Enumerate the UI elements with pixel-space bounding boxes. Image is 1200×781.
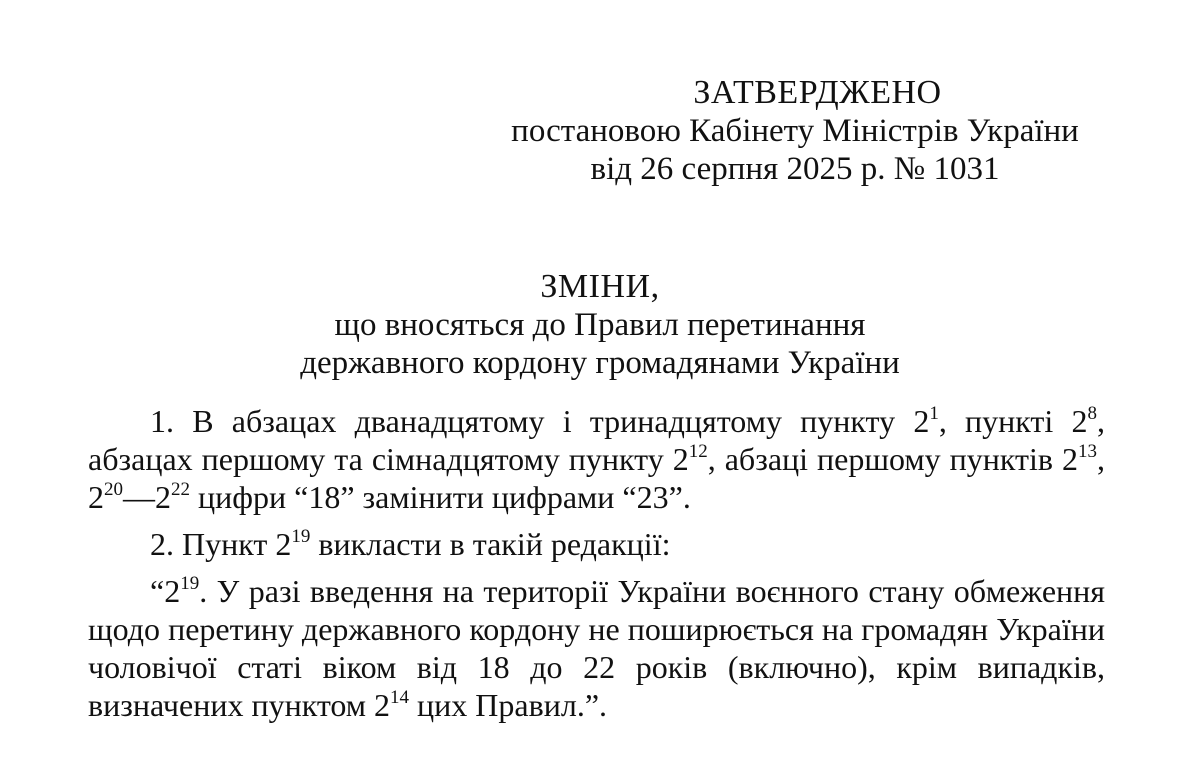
document-heading [0,268,1200,382]
paragraph-1 [88,402,1105,516]
paragraph-2-text-b: викласти в такій редакції: [310,526,671,562]
paragraph-2-text-a: 2. Пункт 2 [150,526,292,562]
approved-heading: ЗАТВЕРДЖЕНО [693,74,942,111]
paragraph-1-sup-a: 1 [929,403,939,424]
paragraph-1-sup-e: 20 [104,479,123,500]
paragraph-1-text-a: 1. В абзацах дванадцятому і тринадцятому пункту 2 [150,403,930,439]
document-title: ЗМІНИ, [540,268,660,305]
paragraph-3-sup-a: 19 [180,573,200,594]
approval-authority: постановою Кабінету Міністрів України [511,113,1079,149]
paragraph-2 [88,525,1105,563]
paragraph-1-text-c: , абзацах першому та сімнадцятому пункту 2 [88,403,1106,477]
paragraph-1-text-e: , 2 [88,441,1106,515]
paragraph-3-text-b: . У разі введення на території України воєнного стану обмеження щодо перетину державного кордону не поширюється на громадян України чоловічої статі віком від 18 до 22 років (включно), крім випадків, визначених пунктом 2 [88,573,1105,723]
paragraph-1-text-g: цифри “18” замінити цифрами “23”. [190,479,691,515]
document-subtitle-line-2: державного кордону громадянами України [300,345,900,381]
paragraph-3-text-a: “2 [150,573,181,609]
document-subtitle-line-1: що вносяться до Правил перетинання [334,307,866,343]
paragraph-1-text-d: , абзаці першому пунктів 2 [707,441,1079,477]
paragraph-1-sup-f: 22 [171,479,190,500]
paragraph-3-text-c: цих Правил.”. [409,687,608,723]
paragraph-3-sup-b: 14 [390,687,410,708]
paragraph-2-sup-a: 19 [291,526,311,547]
approval-stamp-block [470,74,1120,188]
paragraph-1-sup-c: 12 [688,441,708,462]
approval-date-number: від 26 серпня 2025 р. № 1031 [590,151,1000,187]
paragraph-1-text-f: —2 [123,479,171,515]
paragraph-1-text-b: , пункті 2 [938,403,1088,439]
paragraph-1-sup-b: 8 [1087,403,1098,424]
paragraph-3-quoted-text [88,572,1105,724]
paragraph-1-sup-d: 13 [1078,441,1098,462]
